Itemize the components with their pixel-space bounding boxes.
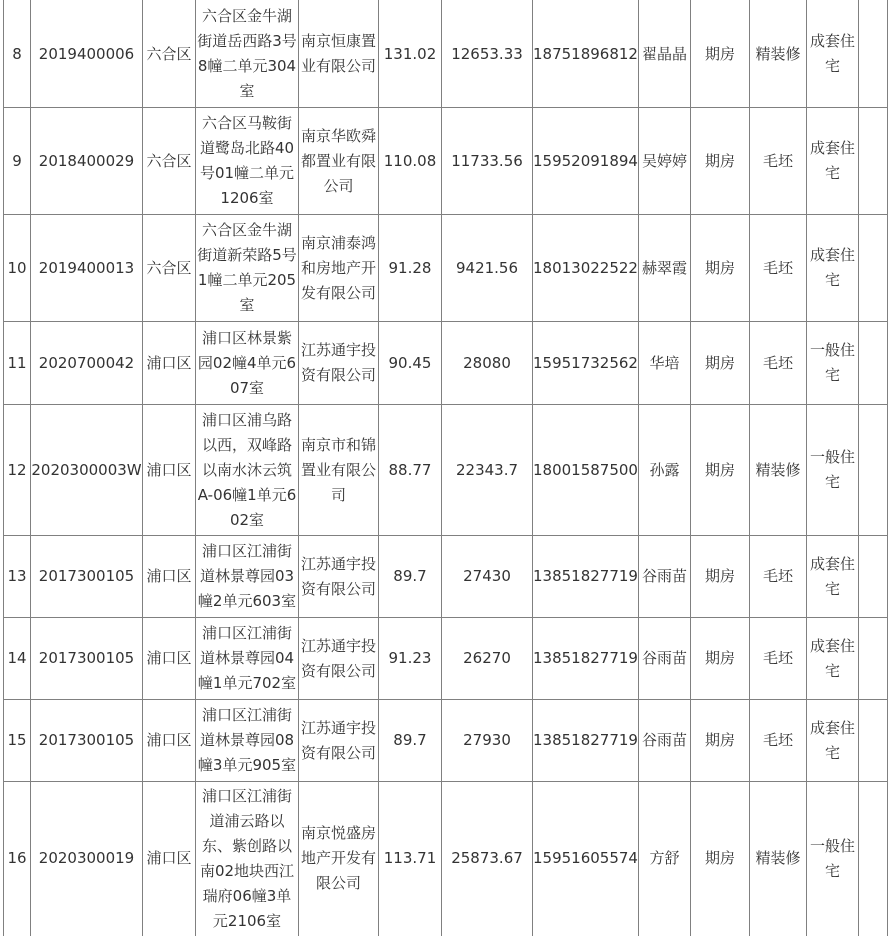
empty-cell: [858, 782, 887, 936]
housing-type-cell: 一般住宅: [806, 405, 858, 536]
unit-price-cell: 11733.56: [442, 108, 533, 215]
address-cell: 浦口区浦乌路以西，双峰路以南水沐云筑A-06幢1单元602室: [196, 405, 299, 536]
empty-cell: [858, 618, 887, 700]
district-cell: 六合区: [143, 1, 196, 108]
table-row: [4, 782, 888, 936]
unit-price-cell: 28080: [442, 322, 533, 405]
developer-cell: 南京悦盛房地产开发有限公司: [299, 782, 379, 936]
empty-cell: [858, 1, 887, 108]
name-cell: 华培: [638, 322, 690, 405]
unit-price-cell: 9421.56: [442, 215, 533, 322]
record-code-cell: 2017300105: [31, 536, 143, 618]
name-cell: 谷雨苗: [638, 536, 690, 618]
record-code-cell: 2018400029: [31, 108, 143, 215]
record-code-cell: 2019400013: [31, 215, 143, 322]
decoration-cell: 毛坯: [749, 700, 806, 782]
table-row: [4, 215, 888, 322]
table-row: [4, 618, 888, 700]
address-cell: 浦口区林景紫园02幢4单元607室: [196, 322, 299, 405]
phone-cell: 18013022522: [533, 215, 639, 322]
status-cell: 期房: [690, 618, 749, 700]
record-code-cell: 2020300019: [31, 782, 143, 936]
unit-price-cell: 12653.33: [442, 1, 533, 108]
housing-type-cell: 一般住宅: [806, 322, 858, 405]
unit-price-cell: 26270: [442, 618, 533, 700]
unit-price-cell: 25873.67: [442, 782, 533, 936]
housing-type-cell: 成套住宅: [806, 108, 858, 215]
status-cell: 期房: [690, 782, 749, 936]
area-cell: 89.7: [379, 700, 442, 782]
decoration-cell: 精装修: [749, 782, 806, 936]
row-index-cell: 11: [4, 322, 31, 405]
unit-price-cell: 22343.7: [442, 405, 533, 536]
decoration-cell: 毛坯: [749, 108, 806, 215]
record-code-cell: 2017300105: [31, 618, 143, 700]
developer-cell: 南京市和锦置业有限公司: [299, 405, 379, 536]
district-cell: 浦口区: [143, 405, 196, 536]
empty-cell: [858, 322, 887, 405]
housing-listing-table: [3, 0, 888, 936]
status-cell: 期房: [690, 108, 749, 215]
phone-cell: 13851827719: [533, 618, 639, 700]
district-cell: 浦口区: [143, 618, 196, 700]
empty-cell: [858, 215, 887, 322]
phone-cell: 18001587500: [533, 405, 639, 536]
row-index-cell: 8: [4, 1, 31, 108]
phone-cell: 13851827719: [533, 700, 639, 782]
area-cell: 91.23: [379, 618, 442, 700]
area-cell: 131.02: [379, 1, 442, 108]
developer-cell: 南京恒康置业有限公司: [299, 1, 379, 108]
address-cell: 六合区金牛湖街道岳西路3号8幢二单元304室: [196, 1, 299, 108]
row-index-cell: 13: [4, 536, 31, 618]
decoration-cell: 毛坯: [749, 215, 806, 322]
table-row: [4, 108, 888, 215]
developer-cell: 江苏通宇投资有限公司: [299, 536, 379, 618]
name-cell: 谷雨苗: [638, 618, 690, 700]
developer-cell: 南京浦泰鸿和房地产开发有限公司: [299, 215, 379, 322]
decoration-cell: 毛坯: [749, 536, 806, 618]
decoration-cell: 精装修: [749, 405, 806, 536]
developer-cell: 南京华欧舜都置业有限公司: [299, 108, 379, 215]
phone-cell: 18751896812: [533, 1, 639, 108]
status-cell: 期房: [690, 405, 749, 536]
decoration-cell: 精装修: [749, 1, 806, 108]
status-cell: 期房: [690, 536, 749, 618]
name-cell: 孙露: [638, 405, 690, 536]
record-code-cell: 2020300003W: [31, 405, 143, 536]
district-cell: 浦口区: [143, 700, 196, 782]
area-cell: 110.08: [379, 108, 442, 215]
address-cell: 六合区马鞍街道鹭岛北路40号01幢二单元1206室: [196, 108, 299, 215]
district-cell: 六合区: [143, 108, 196, 215]
name-cell: 吴婷婷: [638, 108, 690, 215]
phone-cell: 13851827719: [533, 536, 639, 618]
record-code-cell: 2020700042: [31, 322, 143, 405]
address-cell: 浦口区江浦街道林景尊园08幢3单元905室: [196, 700, 299, 782]
area-cell: 88.77: [379, 405, 442, 536]
record-code-cell: 2019400006: [31, 1, 143, 108]
developer-cell: 江苏通宇投资有限公司: [299, 322, 379, 405]
district-cell: 浦口区: [143, 322, 196, 405]
empty-cell: [858, 536, 887, 618]
address-cell: 浦口区江浦街道林景尊园03幢2单元603室: [196, 536, 299, 618]
area-cell: 113.71: [379, 782, 442, 936]
area-cell: 91.28: [379, 215, 442, 322]
record-code-cell: 2017300105: [31, 700, 143, 782]
row-index-cell: 16: [4, 782, 31, 936]
address-cell: 六合区金牛湖街道新荣路5号1幢二单元205室: [196, 215, 299, 322]
empty-cell: [858, 700, 887, 782]
phone-cell: 15951605574: [533, 782, 639, 936]
address-cell: 浦口区江浦街道浦云路以东、紫创路以南02地块西江瑞府06幢3单元2106室: [196, 782, 299, 936]
housing-type-cell: 一般住宅: [806, 782, 858, 936]
housing-type-cell: 成套住宅: [806, 215, 858, 322]
address-cell: 浦口区江浦街道林景尊园04幢1单元702室: [196, 618, 299, 700]
decoration-cell: 毛坯: [749, 618, 806, 700]
table-row: [4, 700, 888, 782]
row-index-cell: 10: [4, 215, 31, 322]
district-cell: 六合区: [143, 215, 196, 322]
phone-cell: 15952091894: [533, 108, 639, 215]
area-cell: 89.7: [379, 536, 442, 618]
unit-price-cell: 27930: [442, 700, 533, 782]
decoration-cell: 毛坯: [749, 322, 806, 405]
status-cell: 期房: [690, 1, 749, 108]
name-cell: 翟晶晶: [638, 1, 690, 108]
housing-type-cell: 成套住宅: [806, 618, 858, 700]
name-cell: 谷雨苗: [638, 700, 690, 782]
status-cell: 期房: [690, 700, 749, 782]
status-cell: 期房: [690, 215, 749, 322]
table-row: [4, 1, 888, 108]
district-cell: 浦口区: [143, 536, 196, 618]
row-index-cell: 9: [4, 108, 31, 215]
table-row: [4, 536, 888, 618]
name-cell: 方舒: [638, 782, 690, 936]
name-cell: 赫翠霞: [638, 215, 690, 322]
housing-type-cell: 成套住宅: [806, 1, 858, 108]
phone-cell: 15951732562: [533, 322, 639, 405]
row-index-cell: 14: [4, 618, 31, 700]
empty-cell: [858, 405, 887, 536]
unit-price-cell: 27430: [442, 536, 533, 618]
row-index-cell: 12: [4, 405, 31, 536]
table-row: [4, 322, 888, 405]
table-row: [4, 405, 888, 536]
empty-cell: [858, 108, 887, 215]
row-index-cell: 15: [4, 700, 31, 782]
status-cell: 期房: [690, 322, 749, 405]
developer-cell: 江苏通宇投资有限公司: [299, 618, 379, 700]
developer-cell: 江苏通宇投资有限公司: [299, 700, 379, 782]
district-cell: 浦口区: [143, 782, 196, 936]
housing-type-cell: 成套住宅: [806, 536, 858, 618]
area-cell: 90.45: [379, 322, 442, 405]
housing-type-cell: 成套住宅: [806, 700, 858, 782]
